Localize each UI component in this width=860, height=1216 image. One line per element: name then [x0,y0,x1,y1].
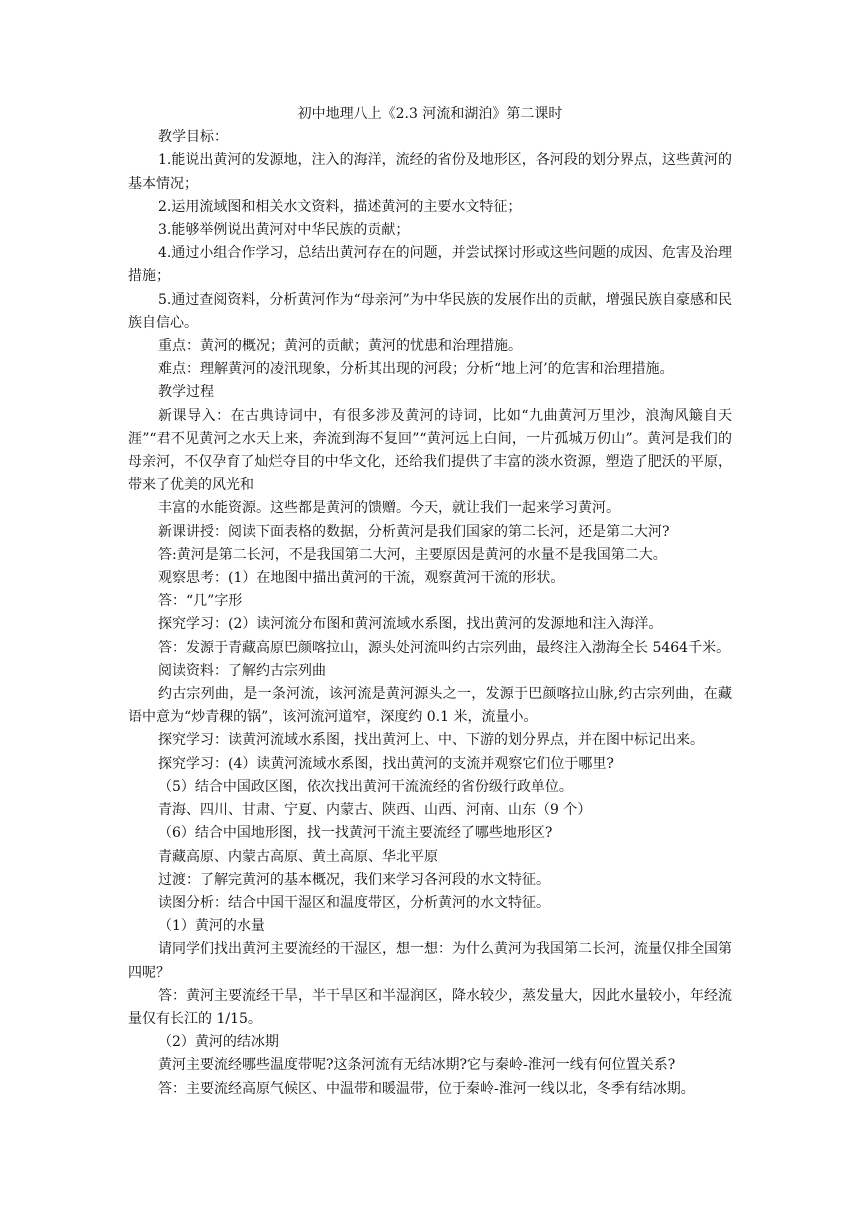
paragraph: 过渡：了解完黄河的基本概况，我们来学习各河段的水文特征。 [158,871,550,888]
paragraph: 新课导入：在古典诗词中，有很多涉及黄河的诗词，比如“九曲黄河万里沙，浪淘风簸自天涯”“君不见黄河之水天上来，奔流到海不复回”“黄河远上白间，一片孤城万仞山”。黄河是我们的母亲河，不仅孕育了灿烂夺目的中华文化，还给我们提供了丰富的淡水资源，塑造了肥沃的平原，带来了优美的风光和 [128,407,732,494]
paragraph: 观察思考：(1）在地图中描出黄河的干流，观察黄河干流的形状。 [158,570,565,587]
paragraph: 探究学习：(2）读河流分布图和黄河流域水系图，找出黄河的发源地和注入海洋。 [158,616,663,633]
paragraph: 黄河主要流经哪些温度带呢?这条河流有无结冰期?它与秦岭-淮河一线有何位置关系? [158,1057,676,1074]
paragraph: 3.能够举例说出黄河对中华民族的贡献； [158,222,410,239]
paragraph: 教学过程 [158,384,214,401]
paragraph: 约古宗列曲，是一条河流，该河流是黄河源头之一，发源于巴颜喀拉山脉,约古宗列曲，在藏语中意为“炒青稞的锅”，该河流河道窄，深度约 0.1 米，流量小。 [128,686,732,726]
paragraph: 青海、四川、甘肃、宁夏、内蒙古、陕西、山西、河南、山东（9 个） [158,802,592,819]
paragraph: 请同学们找出黄河主要流经的干湿区，想一想：为什么黄河为我国第二长河，流量仅排全国第四呢？ [128,941,732,981]
paragraph: 1.能说出黄河的发源地，注入的海洋，流经的省份及地形区，各河段的划分界点，这些黄河的基本情况； [128,152,732,192]
paragraph: 2.运用流域图和相关水文资料，描述黄河的主要水文特征； [158,198,522,215]
paragraph: （1）黄河的水量 [158,918,265,935]
paragraph: （2）黄河的结冰期 [158,1034,279,1051]
paragraph-list [128,126,732,1101]
paragraph: 难点：理解黄河的凌汛现象，分析其出现的河段；分析“地上河’的危害和治理措施。 [158,361,674,378]
paragraph: 丰富的水能资源。这些都是黄河的馈赠。今天，就让我们一起来学习黄河。 [158,500,620,517]
paragraph: （6）结合中国地形图，找一找黄河干流主要流经了哪些地形区? [158,825,553,842]
paragraph: 5.通过查阅资料，分析黄河作为“母亲河”为中华民族的发展作出的贡献，增强民族自豪感和民族自信心。 [128,291,732,331]
paragraph: 阅读资料：了解约古宗列曲 [158,662,326,679]
paragraph: 读图分析：结合中国干湿区和温度带区，分析黄河的水文特征。 [158,894,550,911]
paragraph: 答：主要流经高原气候区、中温带和暖温带，位于秦岭-淮河一线以北，冬季有结冰期。 [158,1080,695,1097]
paragraph: 探究学习：(4）读黄河流域水系图，找出黄河的支流并观察它们位于哪里? [158,755,614,772]
paragraph: 教学目标： [158,129,228,146]
paragraph: 答：“几”字形 [158,593,243,610]
paragraph: （5）结合中国政区图，依次找出黄河干流流经的省份级行政单位。 [158,778,573,795]
paragraph: 答：发源于青藏高原巴颜喀拉山，源头处河流叫约古宗列曲，最终注入渤海全长 5464千米。 [158,639,731,656]
paragraph: 青藏高原、内蒙古高原、黄土高原、华北平原 [158,848,438,865]
paragraph: 4.通过小组合作学习，总结出黄河存在的问题，并尝试探讨形或这些问题的成因、危害及治理措施； [128,245,732,285]
paragraph: 答:黄河是第二长河，不是我国第二大河，主要原因是黄河的水量不是我国第二大。 [158,546,667,563]
document-title: 初中地理八上《2.3 河流和湖泊》第二课时 [297,106,563,122]
paragraph: 新课讲授：阅读下面表格的数据，分析黄河是我们国家的第二长河，还是第二大河? [158,523,670,540]
paragraph: 探究学习：读黄河流域水系图，找出黄河上、中、下游的划分界点，并在图中标记出来。 [158,732,704,749]
paragraph: 答：黄河主要流经干旱，半干旱区和半湿润区，降水较少，蒸发量大，因此水量较小，年经流量仅有长江的 1/15。 [128,987,732,1027]
document-body [128,103,732,1101]
paragraph: 重点：黄河的概况；黄河的贡献；黄河的忧患和治理措施。 [158,338,522,355]
